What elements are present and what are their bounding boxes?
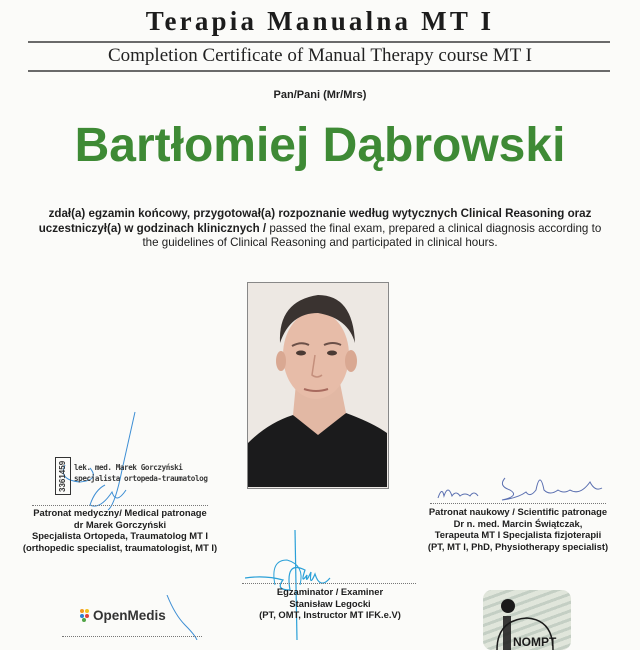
nompt-logo-icon [483, 590, 571, 650]
medical-patron-name: dr Marek Gorczyński [73, 518, 167, 530]
scientific-patron-title-pl: Terapeuta MT I Specjalista fizjoterapii [434, 529, 602, 541]
salutation: Pan/Pani (Mr/Mrs) [273, 89, 367, 101]
openmedis-line [62, 636, 202, 637]
medical-patron-caption [20, 507, 220, 553]
completion-statement [30, 207, 610, 251]
statement-english: passed the final exam, prepared a clinical diagnosis according to the guidelines of Clinical Reasoning and participated in clinical hours. [142, 221, 602, 249]
statement-polish: zdał(a) egzamin końcowy, przygotował(a) rozpoznanie według wytycznych Clinical Reasoning oraz uczestniczył(a) w godzinach klinicznych / [38, 207, 592, 235]
stamp-number: 3361459 [55, 457, 71, 495]
examiner-name: Stanisław Legocki [289, 597, 371, 609]
openmedis-label: OpenMedis [93, 608, 166, 623]
examiner-signature [245, 530, 340, 640]
stamp-line-name: lek. med. Marek Gorczyński [74, 463, 183, 472]
openmedis-dots-icon [80, 609, 91, 621]
title-divider-bottom [28, 70, 610, 72]
doctor-stamp [55, 455, 208, 495]
examiner-role: Egzaminator / Examiner [276, 586, 384, 597]
scientific-patron-caption [418, 506, 618, 552]
scientific-signature-line [430, 503, 606, 504]
nompt-hologram [483, 590, 571, 650]
scientific-patron-role: Patronat naukowy / Scientific patronage [428, 506, 608, 517]
medical-patron-title-pl: Specjalista Ortopeda, Traumatolog MT I [31, 530, 209, 542]
portrait-photo [247, 282, 389, 489]
medical-patron-role: Patronat medyczny/ Medical patronage [33, 507, 207, 518]
examiner-title: (PT, OMT, Instructor MT IFK.e.V) [259, 609, 401, 621]
recipient-name: Bartłomiej Dąbrowski [74, 119, 566, 172]
medical-signature-line [32, 505, 208, 506]
examiner-signature-line [242, 583, 416, 584]
svg-text:NOMPT: NOMPT [513, 635, 557, 649]
examiner-caption [230, 586, 430, 621]
scientific-signature [430, 468, 610, 508]
certificate-subtitle: Completion Certificate of Manual Therapy course MT I [107, 45, 533, 66]
title-divider-top [28, 41, 610, 43]
scientific-patron-name: Dr n. med. Marcin Świątczak, [453, 517, 583, 529]
stamp-line-specialty: specjalista ortopeda-traumatolog [74, 474, 208, 483]
medical-patron-title-en: (orthopedic specialist, traumatologist, MT I) [22, 541, 218, 553]
scientific-patron-title-en: (PT, MT I, PhD, Physiotherapy specialist) [427, 540, 609, 552]
portrait-image [248, 283, 387, 487]
certificate-title: Terapia Manualna MT I [145, 6, 495, 36]
openmedis-logo [80, 608, 166, 623]
openmedis-signature-stroke [165, 595, 205, 640]
